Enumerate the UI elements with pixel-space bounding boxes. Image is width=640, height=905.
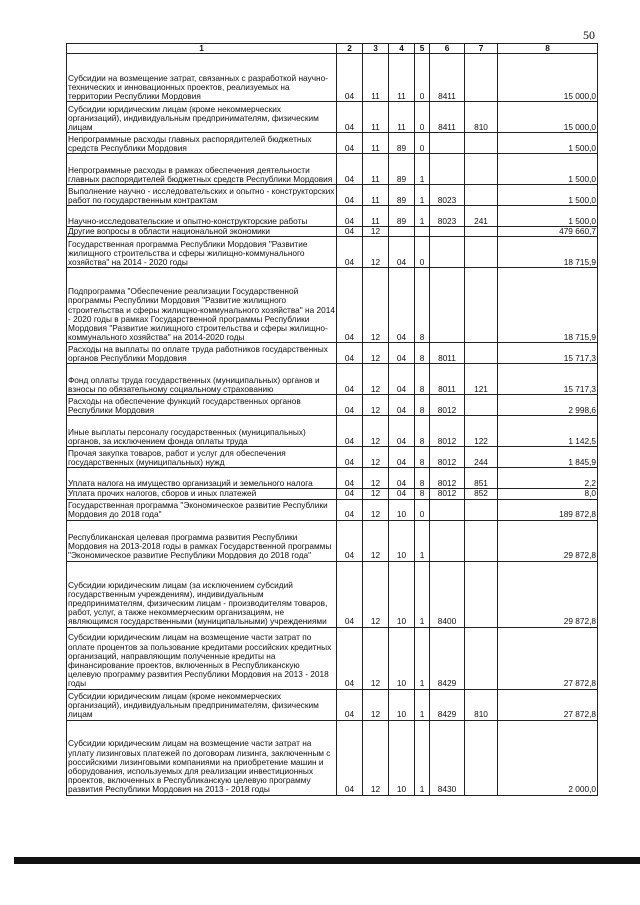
budget-table (66, 43, 598, 796)
table-row (67, 206, 598, 227)
row-amount: 15 717,3 (498, 343, 598, 364)
row-amount: 2 000,0 (498, 720, 598, 795)
row-amount: 1 500,0 (498, 154, 598, 185)
row-expense-type-code: 810 (465, 102, 498, 133)
table-row (67, 720, 598, 795)
row-subsection-code: 12 (363, 447, 389, 468)
row-target-code: 8023 (430, 206, 465, 227)
row-section-code: 04 (337, 206, 363, 227)
row-description: Прочая закупка товаров, работ и услуг для обеспечения государственных (муниципальных) нужд (67, 447, 337, 468)
row-description: Республиканская целевая программа развития Республики Мордовия на 2013-2018 годы в рамках Государственной программы "Экономическое развитие Республики Мордовия до 2018 года" (67, 520, 337, 561)
row-subsection-code: 12 (363, 627, 389, 689)
table-row (67, 689, 598, 720)
row-expense-type-code (465, 237, 498, 268)
row-amount: 189 872,8 (498, 499, 598, 520)
row-expense-type-code: 810 (465, 689, 498, 720)
table-row (67, 343, 598, 364)
row-target-code (430, 227, 465, 237)
header-col-7: 7 (465, 44, 498, 54)
row-amount: 8,0 (498, 489, 598, 499)
row-program-code: 04 (389, 416, 415, 447)
row-program-code: 10 (389, 627, 415, 689)
row-amount: 1 500,0 (498, 206, 598, 227)
table-row (67, 54, 598, 102)
table-row (67, 154, 598, 185)
row-description: Субсидии юридическим лицам на возмещение части затрат по оплате процентов за пользование кредитами российских кредитных организаций, направляющим полученные кредиты на финансирование проектов, включенных в Республиканскую целевую программу развития Республики Мордовия на 2013 - 2018 годы (67, 627, 337, 689)
header-col-3: 3 (363, 44, 389, 54)
row-subsection-code: 12 (363, 237, 389, 268)
row-target-code: 8429 (430, 689, 465, 720)
row-program-code (389, 227, 415, 237)
row-expense-type-code (465, 133, 498, 154)
row-program-code: 04 (389, 447, 415, 468)
row-subsection-code: 12 (363, 499, 389, 520)
row-description: Выполнение научно - исследовательских и опытно - конструкторских работ по государственным контрактам (67, 185, 337, 206)
row-description: Иные выплаты персоналу государственных (муниципальных) органов, за исключением фонда оплаты труда (67, 416, 337, 447)
row-section-code: 04 (337, 343, 363, 364)
row-subsection-code: 11 (363, 206, 389, 227)
row-subprogram-code: 8 (415, 395, 430, 416)
header-col-4: 4 (389, 44, 415, 54)
row-section-code: 04 (337, 395, 363, 416)
row-description: Научно-исследовательские и опытно-конструкторские работы (67, 206, 337, 227)
row-expense-type-code (465, 561, 498, 627)
row-program-code: 89 (389, 154, 415, 185)
row-subsection-code: 12 (363, 720, 389, 795)
table-header-row (67, 44, 598, 54)
row-target-code: 8012 (430, 447, 465, 468)
row-program-code: 89 (389, 206, 415, 227)
row-amount: 18 715,9 (498, 237, 598, 268)
row-expense-type-code: 241 (465, 206, 498, 227)
row-amount: 29 872,8 (498, 561, 598, 627)
row-target-code: 8430 (430, 720, 465, 795)
row-subsection-code: 12 (363, 268, 389, 343)
row-expense-type-code (465, 343, 498, 364)
table-row (67, 447, 598, 468)
table-row (67, 416, 598, 447)
row-program-code: 04 (389, 237, 415, 268)
row-amount: 2 998,6 (498, 395, 598, 416)
table-row (67, 489, 598, 499)
row-subprogram-code: 1 (415, 561, 430, 627)
row-target-code (430, 154, 465, 185)
row-target-code (430, 133, 465, 154)
row-amount: 1 142,5 (498, 416, 598, 447)
row-subprogram-code: 8 (415, 364, 430, 395)
row-program-code: 11 (389, 102, 415, 133)
row-section-code: 04 (337, 102, 363, 133)
row-amount: 15 000,0 (498, 54, 598, 102)
row-subprogram-code: 8 (415, 468, 430, 489)
row-section-code: 04 (337, 499, 363, 520)
row-subsection-code: 11 (363, 154, 389, 185)
row-section-code: 04 (337, 227, 363, 237)
header-col-1: 1 (67, 44, 337, 54)
row-expense-type-code (465, 520, 498, 561)
header-col-8: 8 (498, 44, 598, 54)
row-subsection-code: 12 (363, 395, 389, 416)
row-program-code: 10 (389, 689, 415, 720)
row-section-code: 04 (337, 237, 363, 268)
row-subprogram-code: 1 (415, 206, 430, 227)
row-description: Фонд оплаты труда государственных (муниципальных) органов и взносы по обязательному социальному страхованию (67, 364, 337, 395)
row-target-code (430, 520, 465, 561)
row-expense-type-code (465, 154, 498, 185)
row-expense-type-code: 851 (465, 468, 498, 489)
row-target-code: 8012 (430, 468, 465, 489)
row-expense-type-code (465, 720, 498, 795)
row-section-code: 04 (337, 720, 363, 795)
row-amount: 2,2 (498, 468, 598, 489)
page-number: 50 (583, 28, 595, 42)
row-target-code: 8023 (430, 185, 465, 206)
row-subsection-code: 12 (363, 561, 389, 627)
row-expense-type-code (465, 227, 498, 237)
row-subsection-code: 11 (363, 102, 389, 133)
row-subprogram-code (415, 227, 430, 237)
row-section-code: 04 (337, 54, 363, 102)
row-program-code: 04 (389, 343, 415, 364)
row-amount: 18 715,9 (498, 268, 598, 343)
row-subprogram-code: 1 (415, 520, 430, 561)
row-amount: 15 000,0 (498, 102, 598, 133)
row-expense-type-code (465, 499, 498, 520)
row-expense-type-code (465, 268, 498, 343)
row-amount: 479 660,7 (498, 227, 598, 237)
row-description: Субсидии юридическим лицам (за исключением субсидий государственным учреждениям), индивидуальным предпринимателям, физическим лицам - производителям товаров, работ, услуг, а также некоммерческим организациям, не являющимся государственными (муниципальными) учреждениями (67, 561, 337, 627)
row-subsection-code: 12 (363, 227, 389, 237)
row-description: Непрограммные расходы в рамках обеспечения деятельности главных распорядителей бюджетных средств Республики Мордовия (67, 154, 337, 185)
row-subprogram-code: 1 (415, 154, 430, 185)
row-target-code: 8411 (430, 54, 465, 102)
row-description: Расходы на обеспечение функций государственных органов Республики Мордовия (67, 395, 337, 416)
header-col-2: 2 (337, 44, 363, 54)
row-expense-type-code (465, 185, 498, 206)
row-target-code: 8411 (430, 102, 465, 133)
row-amount: 15 717,3 (498, 364, 598, 395)
table-row (67, 468, 598, 489)
row-subsection-code: 12 (363, 416, 389, 447)
row-description: Субсидии юридическим лицам (кроме некоммерческих организаций), индивидуальным предпринимателям, физическим лицам (67, 102, 337, 133)
row-subprogram-code: 8 (415, 343, 430, 364)
table-row (67, 185, 598, 206)
row-subprogram-code: 8 (415, 268, 430, 343)
row-target-code (430, 237, 465, 268)
table-row (67, 561, 598, 627)
row-program-code: 04 (389, 395, 415, 416)
row-section-code: 04 (337, 689, 363, 720)
row-program-code: 89 (389, 133, 415, 154)
row-amount: 1 500,0 (498, 185, 598, 206)
row-expense-type-code (465, 54, 498, 102)
row-expense-type-code: 122 (465, 416, 498, 447)
row-section-code: 04 (337, 416, 363, 447)
row-program-code: 10 (389, 499, 415, 520)
row-description: Государственная программа Республики Мордовия "Развитие жилищного строительства и сферы жилищно-коммунального хозяйства" на 2014 - 2020 годы (67, 237, 337, 268)
row-program-code: 10 (389, 720, 415, 795)
row-expense-type-code (465, 627, 498, 689)
row-subsection-code: 12 (363, 468, 389, 489)
row-section-code: 04 (337, 520, 363, 561)
row-description: Уплата прочих налогов, сборов и иных платежей (67, 489, 337, 499)
table-row (67, 268, 598, 343)
row-amount: 27 872,8 (498, 689, 598, 720)
row-section-code: 04 (337, 268, 363, 343)
row-program-code: 11 (389, 54, 415, 102)
row-expense-type-code: 121 (465, 364, 498, 395)
row-subprogram-code: 1 (415, 185, 430, 206)
row-expense-type-code (465, 395, 498, 416)
row-amount: 29 872,8 (498, 520, 598, 561)
row-target-code (430, 499, 465, 520)
row-target-code: 8011 (430, 364, 465, 395)
table-row (67, 499, 598, 520)
row-expense-type-code: 244 (465, 447, 498, 468)
row-subsection-code: 11 (363, 133, 389, 154)
row-program-code: 04 (389, 364, 415, 395)
row-target-code: 8429 (430, 627, 465, 689)
table-row (67, 237, 598, 268)
row-subsection-code: 12 (363, 689, 389, 720)
row-target-code: 8012 (430, 395, 465, 416)
row-subsection-code: 12 (363, 364, 389, 395)
row-subprogram-code: 0 (415, 133, 430, 154)
row-amount: 27 872,8 (498, 627, 598, 689)
row-subprogram-code: 1 (415, 689, 430, 720)
row-description: Другие вопросы в области национальной экономики (67, 227, 337, 237)
row-subprogram-code: 8 (415, 416, 430, 447)
table-row (67, 133, 598, 154)
row-section-code: 04 (337, 185, 363, 206)
row-program-code: 04 (389, 468, 415, 489)
row-section-code: 04 (337, 447, 363, 468)
row-section-code: 04 (337, 489, 363, 499)
row-section-code: 04 (337, 468, 363, 489)
row-target-code: 8011 (430, 343, 465, 364)
table-row (67, 364, 598, 395)
row-description: Субсидии юридическим лицам на возмещение части затрат на уплату лизинговых платежей по договорам лизинга, заключенным с российскими лизинговыми компаниями на приобретение машин и оборудования, используемых для реализации инвестиционных проектов, включенных в Республиканскую целевую программу развития Республики Мордовия на 2013 - 2018 годы (67, 720, 337, 795)
row-description: Субсидии на возмещение затрат, связанных с разработкой научно-технических и инновационных проектов, реализуемых на территории Республики Мордовия (67, 54, 337, 102)
row-target-code: 8012 (430, 489, 465, 499)
table-row (67, 520, 598, 561)
row-subsection-code: 11 (363, 185, 389, 206)
row-description: Расходы на выплаты по оплате труда работников государственных органов Республики Мордовия (67, 343, 337, 364)
row-description: Непрограммные расходы главных распорядителей бюджетных средств Республики Мордовия (67, 133, 337, 154)
header-col-6: 6 (430, 44, 465, 54)
table-row (67, 395, 598, 416)
table-row (67, 227, 598, 237)
row-subprogram-code: 0 (415, 102, 430, 133)
row-description: Субсидии юридическим лицам (кроме некоммерческих организаций), индивидуальным предпринимателям, физическим лицам (67, 689, 337, 720)
row-subprogram-code: 8 (415, 447, 430, 468)
scan-bottom-bar (14, 857, 640, 864)
row-program-code: 04 (389, 268, 415, 343)
row-subprogram-code: 0 (415, 237, 430, 268)
header-col-5: 5 (415, 44, 430, 54)
row-description: Уплата налога на имущество организаций и земельного налога (67, 468, 337, 489)
row-subsection-code: 12 (363, 520, 389, 561)
row-subsection-code: 12 (363, 489, 389, 499)
table-row (67, 102, 598, 133)
row-target-code (430, 268, 465, 343)
table-body (67, 54, 598, 795)
row-program-code: 10 (389, 561, 415, 627)
row-description: Государственная программа "Экономическое развитие Республики Мордовия до 2018 года" (67, 499, 337, 520)
row-subprogram-code: 0 (415, 54, 430, 102)
row-program-code: 89 (389, 185, 415, 206)
row-subprogram-code: 1 (415, 720, 430, 795)
row-section-code: 04 (337, 627, 363, 689)
row-subprogram-code: 1 (415, 627, 430, 689)
row-target-code: 8012 (430, 416, 465, 447)
row-expense-type-code: 852 (465, 489, 498, 499)
row-program-code: 04 (389, 489, 415, 499)
row-subsection-code: 12 (363, 343, 389, 364)
row-section-code: 04 (337, 133, 363, 154)
row-subsection-code: 11 (363, 54, 389, 102)
row-amount: 1 500,0 (498, 133, 598, 154)
table-row (67, 627, 598, 689)
row-section-code: 04 (337, 154, 363, 185)
row-description: Подпрограмма "Обеспечение реализации Государственной программы Республики Мордовия "Развитие жилищного строительства и сферы жилищно-коммунального хозяйства" на 2014 - 2020 годы в рамках Государственной программы Республики Мордовия "Развитие жилищного строительства и сферы жилищно-коммунального хозяйства" на 2014-2020 годы (67, 268, 337, 343)
row-subprogram-code: 0 (415, 499, 430, 520)
row-section-code: 04 (337, 561, 363, 627)
row-subprogram-code: 8 (415, 489, 430, 499)
row-section-code: 04 (337, 364, 363, 395)
row-amount: 1 845,9 (498, 447, 598, 468)
row-target-code: 8400 (430, 561, 465, 627)
row-program-code: 10 (389, 520, 415, 561)
